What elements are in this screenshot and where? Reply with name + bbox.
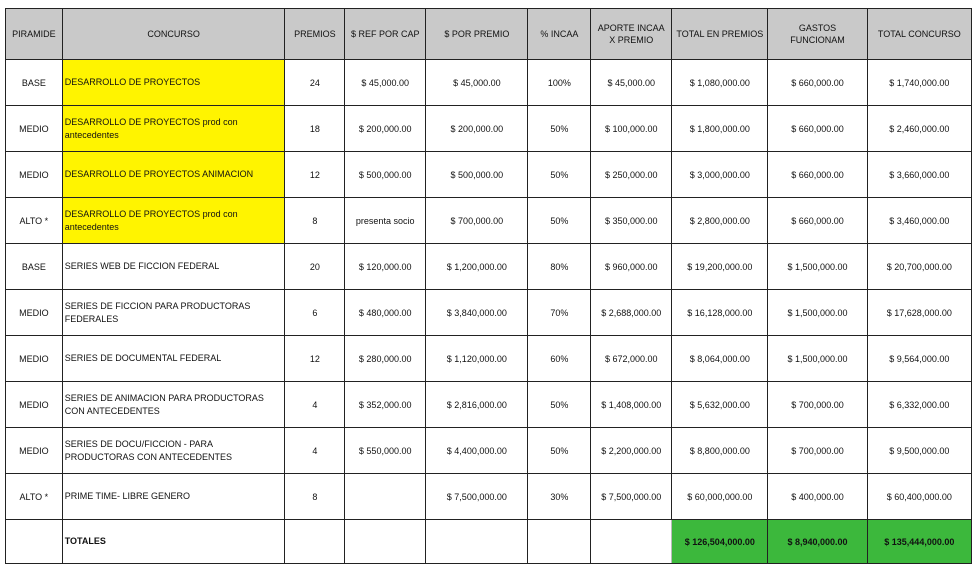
totals-empty-cell	[591, 520, 672, 564]
gastos-cell: $ 660,000.00	[768, 60, 867, 106]
table-row	[6, 152, 972, 198]
header-incaa-pct: % INCAA	[528, 9, 591, 60]
premios-cell: 6	[285, 290, 345, 336]
gastos-cell: $ 700,000.00	[768, 428, 867, 474]
por-premio-cell: $ 1,200,000.00	[426, 244, 528, 290]
gastos-cell: $ 660,000.00	[768, 152, 867, 198]
concurso-cell: SERIES DE DOCU/FICCION - PARA PRODUCTORAS CON ANTECEDENTES	[62, 428, 285, 474]
totals-empty-cell	[528, 520, 591, 564]
piramide-cell: BASE	[6, 60, 63, 106]
incaa-pct-cell: 30%	[528, 474, 591, 520]
gastos-cell: $ 1,500,000.00	[768, 290, 867, 336]
total-premios-cell: $ 8,800,000.00	[672, 428, 768, 474]
aporte-cell: $ 250,000.00	[591, 152, 672, 198]
premios-cell: 4	[285, 428, 345, 474]
premios-cell: 24	[285, 60, 345, 106]
ref-cap-cell: $ 45,000.00	[345, 60, 426, 106]
total-premios-cell: $ 1,800,000.00	[672, 106, 768, 152]
concursos-table	[5, 8, 972, 564]
header-total-concurso: TOTAL CONCURSO	[867, 9, 971, 60]
gastos-cell: $ 400,000.00	[768, 474, 867, 520]
total-premios-cell: $ 2,800,000.00	[672, 198, 768, 244]
totals-row	[6, 520, 972, 564]
totals-total-premios: $ 126,504,000.00	[672, 520, 768, 564]
total-cell: $ 3,460,000.00	[867, 198, 971, 244]
header-concurso: CONCURSO	[62, 9, 285, 60]
piramide-cell: BASE	[6, 244, 63, 290]
piramide-cell: MEDIO	[6, 382, 63, 428]
gastos-cell: $ 660,000.00	[768, 106, 867, 152]
totals-label: TOTALES	[62, 520, 285, 564]
total-cell: $ 9,564,000.00	[867, 336, 971, 382]
header-total-premios: TOTAL EN PREMIOS	[672, 9, 768, 60]
por-premio-cell: $ 200,000.00	[426, 106, 528, 152]
por-premio-cell: $ 7,500,000.00	[426, 474, 528, 520]
gastos-cell: $ 1,500,000.00	[768, 244, 867, 290]
incaa-pct-cell: 50%	[528, 428, 591, 474]
premios-cell: 18	[285, 106, 345, 152]
incaa-pct-cell: 100%	[528, 60, 591, 106]
ref-cap-cell	[345, 474, 426, 520]
concurso-cell: PRIME TIME- LIBRE GENERO	[62, 474, 285, 520]
concurso-cell: DESARROLLO DE PROYECTOS prod con antecedentes	[62, 198, 285, 244]
premios-cell: 12	[285, 336, 345, 382]
incaa-pct-cell: 50%	[528, 198, 591, 244]
table-row	[6, 244, 972, 290]
totals-gastos: $ 8,940,000.00	[768, 520, 867, 564]
gastos-cell: $ 700,000.00	[768, 382, 867, 428]
ref-cap-cell: $ 500,000.00	[345, 152, 426, 198]
ref-cap-cell: $ 280,000.00	[345, 336, 426, 382]
total-premios-cell: $ 60,000,000.00	[672, 474, 768, 520]
gastos-cell: $ 1,500,000.00	[768, 336, 867, 382]
aporte-cell: $ 960,000.00	[591, 244, 672, 290]
table-row	[6, 60, 972, 106]
aporte-cell: $ 2,200,000.00	[591, 428, 672, 474]
ref-cap-cell: $ 352,000.00	[345, 382, 426, 428]
table-row	[6, 382, 972, 428]
por-premio-cell: $ 2,816,000.00	[426, 382, 528, 428]
aporte-cell: $ 100,000.00	[591, 106, 672, 152]
ref-cap-cell: $ 120,000.00	[345, 244, 426, 290]
aporte-cell: $ 350,000.00	[591, 198, 672, 244]
por-premio-cell: $ 3,840,000.00	[426, 290, 528, 336]
aporte-cell: $ 672,000.00	[591, 336, 672, 382]
aporte-cell: $ 7,500,000.00	[591, 474, 672, 520]
total-premios-cell: $ 1,080,000.00	[672, 60, 768, 106]
total-premios-cell: $ 3,000,000.00	[672, 152, 768, 198]
total-cell: $ 60,400,000.00	[867, 474, 971, 520]
por-premio-cell: $ 700,000.00	[426, 198, 528, 244]
table-row	[6, 428, 972, 474]
por-premio-cell: $ 45,000.00	[426, 60, 528, 106]
concurso-cell: SERIES DE DOCUMENTAL FEDERAL	[62, 336, 285, 382]
totals-total-concurso: $ 135,444,000.00	[867, 520, 971, 564]
ref-cap-cell: $ 200,000.00	[345, 106, 426, 152]
piramide-cell: MEDIO	[6, 106, 63, 152]
table-row	[6, 290, 972, 336]
ref-cap-cell: $ 550,000.00	[345, 428, 426, 474]
incaa-pct-cell: 50%	[528, 152, 591, 198]
piramide-cell: ALTO *	[6, 198, 63, 244]
piramide-cell: MEDIO	[6, 152, 63, 198]
total-premios-cell: $ 8,064,000.00	[672, 336, 768, 382]
total-cell: $ 9,500,000.00	[867, 428, 971, 474]
concurso-cell: DESARROLLO DE PROYECTOS prod con antecedentes	[62, 106, 285, 152]
totals-empty-cell	[6, 520, 63, 564]
premios-cell: 8	[285, 474, 345, 520]
total-cell: $ 17,628,000.00	[867, 290, 971, 336]
concurso-cell: DESARROLLO DE PROYECTOS ANIMACION	[62, 152, 285, 198]
premios-cell: 20	[285, 244, 345, 290]
total-premios-cell: $ 19,200,000.00	[672, 244, 768, 290]
aporte-cell: $ 2,688,000.00	[591, 290, 672, 336]
por-premio-cell: $ 1,120,000.00	[426, 336, 528, 382]
totals-empty-cell	[285, 520, 345, 564]
concurso-cell: SERIES WEB DE FICCION FEDERAL	[62, 244, 285, 290]
header-row	[6, 9, 972, 60]
table-row	[6, 198, 972, 244]
piramide-cell: ALTO *	[6, 474, 63, 520]
piramide-cell: MEDIO	[6, 290, 63, 336]
ref-cap-cell: $ 480,000.00	[345, 290, 426, 336]
total-cell: $ 6,332,000.00	[867, 382, 971, 428]
header-por-premio: $ POR PREMIO	[426, 9, 528, 60]
premios-cell: 4	[285, 382, 345, 428]
por-premio-cell: $ 4,400,000.00	[426, 428, 528, 474]
por-premio-cell: $ 500,000.00	[426, 152, 528, 198]
premios-cell: 12	[285, 152, 345, 198]
total-cell: $ 3,660,000.00	[867, 152, 971, 198]
piramide-cell: MEDIO	[6, 428, 63, 474]
table-row	[6, 106, 972, 152]
header-premios: PREMIOS	[285, 9, 345, 60]
ref-cap-cell: presenta socio	[345, 198, 426, 244]
table-row	[6, 336, 972, 382]
concurso-cell: DESARROLLO DE PROYECTOS	[62, 60, 285, 106]
incaa-pct-cell: 50%	[528, 382, 591, 428]
header-piramide: PIRAMIDE	[6, 9, 63, 60]
total-premios-cell: $ 5,632,000.00	[672, 382, 768, 428]
gastos-cell: $ 660,000.00	[768, 198, 867, 244]
concurso-cell: SERIES DE FICCION PARA PRODUCTORAS FEDERALES	[62, 290, 285, 336]
concurso-cell: SERIES DE ANIMACION PARA PRODUCTORAS CON ANTECEDENTES	[62, 382, 285, 428]
incaa-pct-cell: 50%	[528, 106, 591, 152]
total-cell: $ 20,700,000.00	[867, 244, 971, 290]
incaa-pct-cell: 80%	[528, 244, 591, 290]
aporte-cell: $ 1,408,000.00	[591, 382, 672, 428]
header-gastos-funcionam: GASTOS FUNCIONAM	[768, 9, 867, 60]
incaa-pct-cell: 70%	[528, 290, 591, 336]
total-cell: $ 2,460,000.00	[867, 106, 971, 152]
total-cell: $ 1,740,000.00	[867, 60, 971, 106]
table-row	[6, 474, 972, 520]
total-premios-cell: $ 16,128,000.00	[672, 290, 768, 336]
totals-empty-cell	[426, 520, 528, 564]
piramide-cell: MEDIO	[6, 336, 63, 382]
premios-cell: 8	[285, 198, 345, 244]
header-ref-por-cap: $ REF POR CAP	[345, 9, 426, 60]
totals-empty-cell	[345, 520, 426, 564]
header-aporte-incaa: APORTE INCAA X PREMIO	[591, 9, 672, 60]
aporte-cell: $ 45,000.00	[591, 60, 672, 106]
incaa-pct-cell: 60%	[528, 336, 591, 382]
